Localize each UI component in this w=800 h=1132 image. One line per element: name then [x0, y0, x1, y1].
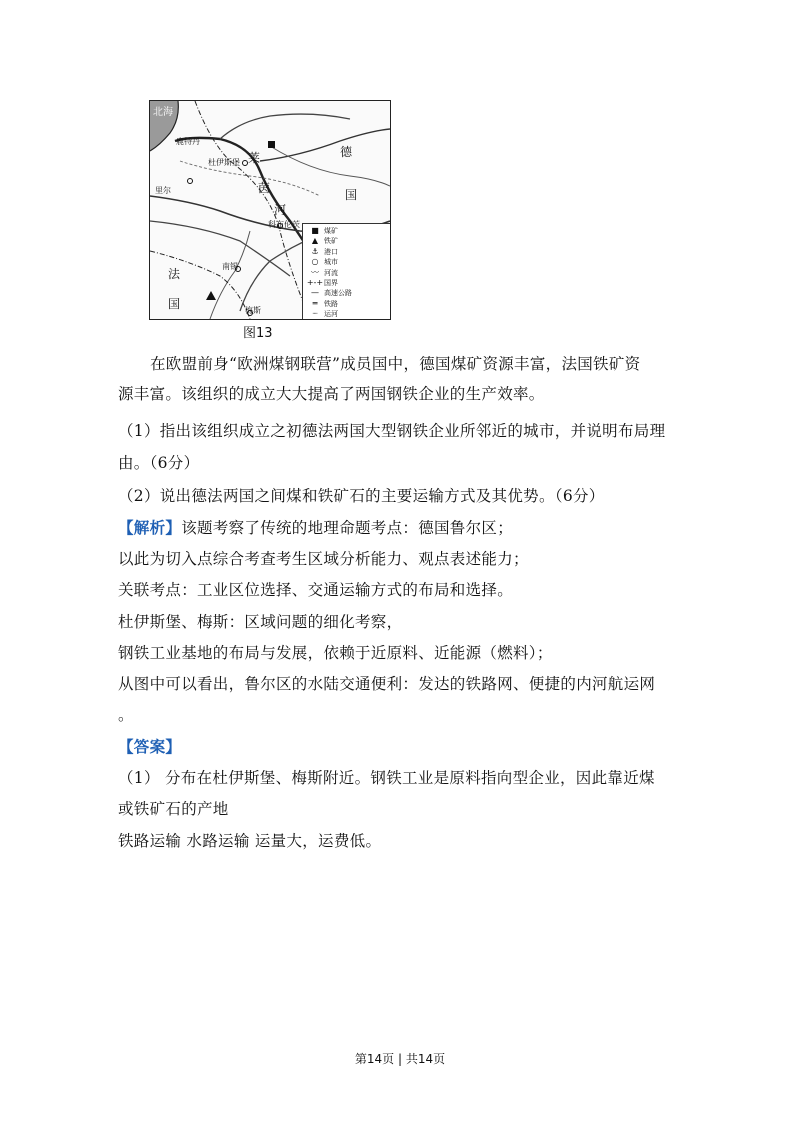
- legend-item: [306, 288, 388, 298]
- highway-icon: —: [311, 288, 319, 298]
- analysis-line-4: 杜伊斯堡、梅斯：区域问题的细化考察，: [118, 613, 403, 631]
- port-icon: ⚓: [311, 246, 319, 256]
- answer-line-2: 或铁矿石的产地: [118, 800, 229, 818]
- label-nancy: 南锡: [222, 262, 238, 271]
- analysis-line-3: 关联考点：工业区位选择、交通运输方式的布局和选择。: [118, 581, 514, 599]
- analysis-line-1-text: 该题考察了传统的地理命题考点：德国鲁尔区；: [181, 519, 514, 537]
- analysis-line-5: 钢铁工业基地的布局与发展，依赖于近原料、近能源（燃料）；: [118, 644, 553, 662]
- legend-item: [306, 247, 388, 257]
- label-koblenz: 科布伦茨: [268, 220, 300, 229]
- analysis-line-1: [118, 516, 513, 538]
- legend-label: 煤矿: [324, 227, 338, 235]
- legend-item: [306, 299, 388, 309]
- canal-icon: ┈: [312, 309, 318, 319]
- answer-tag: 【答案】: [118, 737, 182, 756]
- iron-mine-marker: [206, 291, 216, 300]
- rail-line-5: [220, 114, 350, 139]
- answer-line-1: （1） 分布在杜伊斯堡、梅斯附近。钢铁工业是原料指向型企业，因此靠近煤: [118, 769, 655, 787]
- coal-mine-icon: ■: [311, 226, 319, 235]
- legend-label: 城市: [324, 258, 338, 267]
- analysis-line-2: 以此为切入点综合考查考生区域分析能力、观点表述能力；: [118, 550, 529, 568]
- legend-item: [306, 236, 388, 246]
- label-germany-1: 德: [340, 145, 353, 159]
- analysis-line-7: 。: [118, 706, 134, 724]
- page-footer: 第14页 | 共14页: [354, 1052, 446, 1066]
- city-lille: [188, 179, 193, 184]
- question-1-line-2: 由。（6分）: [118, 454, 200, 472]
- river-2: [270, 146, 390, 186]
- map-figure: [149, 100, 391, 320]
- analysis-tag: 【解析】: [118, 518, 182, 537]
- legend-label: 铁路: [324, 299, 338, 308]
- national-border: [195, 101, 310, 319]
- legend-label: 铁矿: [324, 237, 338, 246]
- question-2: （2）说出德法两国之间煤和铁矿石的主要运输方式及其优势。（6分）: [118, 487, 605, 505]
- legend-item: [306, 309, 388, 319]
- legend-label: 国界: [324, 279, 338, 288]
- legend-label: 高速公路: [324, 289, 352, 298]
- rail-line-4: [260, 129, 390, 161]
- label-france-2: 国: [168, 297, 181, 311]
- legend-label: 河流: [324, 268, 338, 277]
- city-duisburg: [243, 161, 248, 166]
- river-icon: 〰: [311, 267, 319, 277]
- label-germany-2: 国: [345, 188, 358, 202]
- label-duisburg: 杜伊斯堡: [208, 158, 240, 167]
- analysis-line-6: 从图中可以看出，鲁尔区的水陆交通便利：发达的铁路网、便捷的内河航运网: [118, 675, 656, 693]
- coal-mine-marker: [268, 141, 275, 148]
- label-north-sea: 北海: [153, 107, 173, 118]
- canal: [180, 161, 320, 196]
- label-ruhr-2: 茵: [258, 181, 271, 195]
- question-1-line-1: （1）指出该组织成立之初德法两国大型钢铁企业所邻近的城市，并说明布局理: [118, 422, 666, 440]
- railway-icon: ═: [312, 298, 318, 308]
- border-icon: +-+: [306, 278, 324, 288]
- label-ruhr-3: 河: [274, 203, 287, 217]
- map-legend: [302, 223, 390, 319]
- answer-tag-line: [118, 735, 181, 757]
- legend-label: 运河: [324, 310, 338, 319]
- city-icon: ○: [311, 257, 319, 267]
- intro-line-1: 在欧盟前身“欧洲煤钢联营”成员国中，德国煤矿资源丰富，法国铁矿资: [150, 355, 641, 373]
- intro-line-2: 源丰富。该组织的成立大大提高了两国钢铁企业的生产效率。: [118, 385, 545, 403]
- legend-item: [306, 278, 388, 288]
- legend-item: [306, 226, 388, 236]
- iron-mine-icon: ▲: [311, 236, 319, 246]
- legend-item: [306, 257, 388, 267]
- label-rotterdam: 鹿特丹: [176, 137, 200, 146]
- label-lille: 里尔: [155, 186, 171, 195]
- label-metz: 梅斯: [245, 306, 261, 315]
- label-france-1: 法: [168, 267, 181, 281]
- answer-line-3: 铁路运输 水路运输 运量大，运费低。: [118, 832, 382, 850]
- figure-caption: 图13: [243, 326, 273, 341]
- legend-item: [306, 268, 388, 278]
- label-ruhr-1: 莱: [248, 151, 261, 165]
- legend-label: 港口: [324, 247, 338, 256]
